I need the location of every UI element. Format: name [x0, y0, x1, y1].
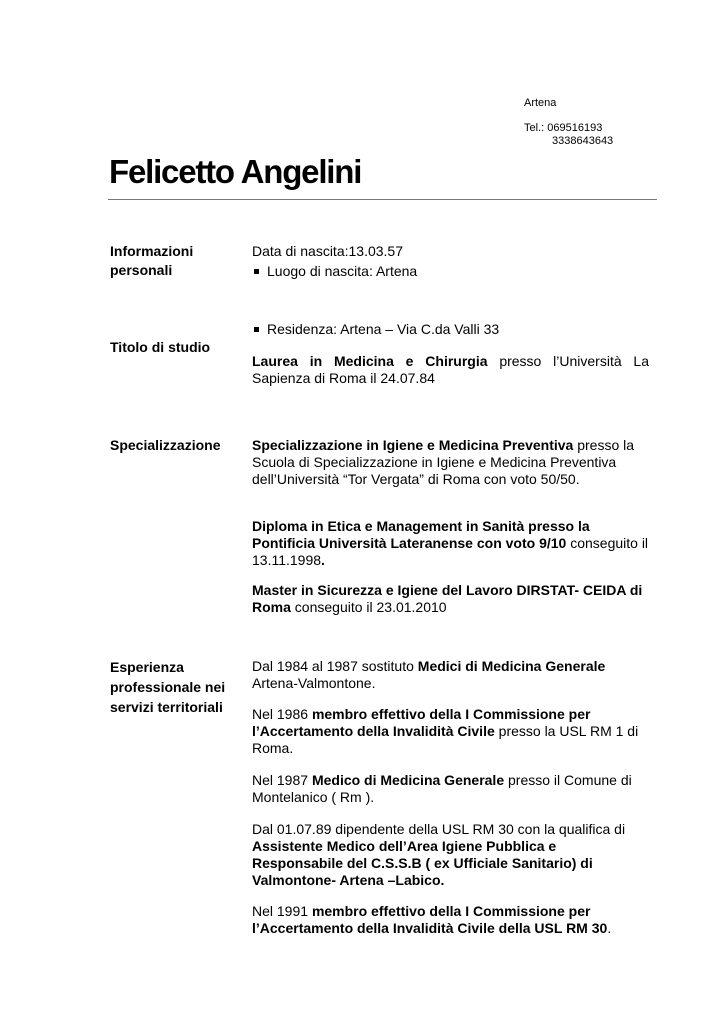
contact-phone [524, 122, 602, 135]
experience-item-2: Nel 1986 membro effettivo della I Commissione per l’Accertamento della Invalidità Civile presso la USL RM 1 di Roma. [252, 706, 639, 756]
experience-item-4: Dal 01.07.89 dipendente della USL RM 30 con la qualifica di Assistente Medico dell’Area Igiene Pubblica e Responsabile del C.S.S.B ( ex Ufficiale Sanitario) di Valmontone- Artena –Labico. [252, 821, 626, 888]
label-education: Titolo di studio [110, 339, 211, 355]
label-specialization: Specializzazione [110, 437, 221, 453]
birth-date: Data di nascita:13.03.57 [252, 243, 403, 259]
specialization-item-2: Diploma in Etica e Management in Sanità presso la Pontificia Università Lateranense con voto 9/10 conseguito il 13.11.1998. [252, 518, 649, 568]
label-experience: Esperienza professionale nei servizi territoriali [110, 659, 226, 715]
label-personal-info: Informazioni personali [110, 243, 194, 278]
experience-item-3: Nel 1987 Medico di Medicina Generale presso il Comune di Montelanico ( Rm ). [252, 772, 632, 805]
header-divider [108, 199, 657, 200]
phone-secondary: 3338643643 [552, 135, 614, 147]
experience-item-1: Dal 1984 al 1987 sostituto Medici di Medicina Generale Artena-Valmontone. [252, 658, 606, 691]
person-name: Felicetto Angelini [109, 153, 362, 190]
education-degree: Laurea in Medicina e Chirurgia presso l’Università La Sapienza di Roma il 24.07.84 [252, 353, 649, 386]
residence-item [252, 321, 664, 338]
experience-item-5: Nel 1991 membro effettivo della I Commissione per l’Accertamento della Invalidità Civile della USL RM 30. [252, 903, 612, 936]
birth-place-item [252, 263, 664, 280]
phone-primary: 069516193 [547, 122, 603, 134]
specialization-item-1: Specializzazione in Igiene e Medicina Preventiva presso la Scuola di Specializzazione in Igiene e Medicina Preventiva dell’Università “Tor Vergata” di Roma con voto 50/50. [252, 437, 635, 487]
phone-label: Tel.: [524, 122, 545, 134]
birth-place: Luogo di nascita: Artena [267, 263, 418, 279]
contact-city: Artena [524, 97, 557, 109]
specialization-item-3: Master in Sicurezza e Igiene del Lavoro DIRSTAT- CEIDA di Roma conseguito il 23.01.2010 [252, 582, 643, 615]
residence: Residenza: Artena – Via C.da Valli 33 [267, 321, 500, 337]
